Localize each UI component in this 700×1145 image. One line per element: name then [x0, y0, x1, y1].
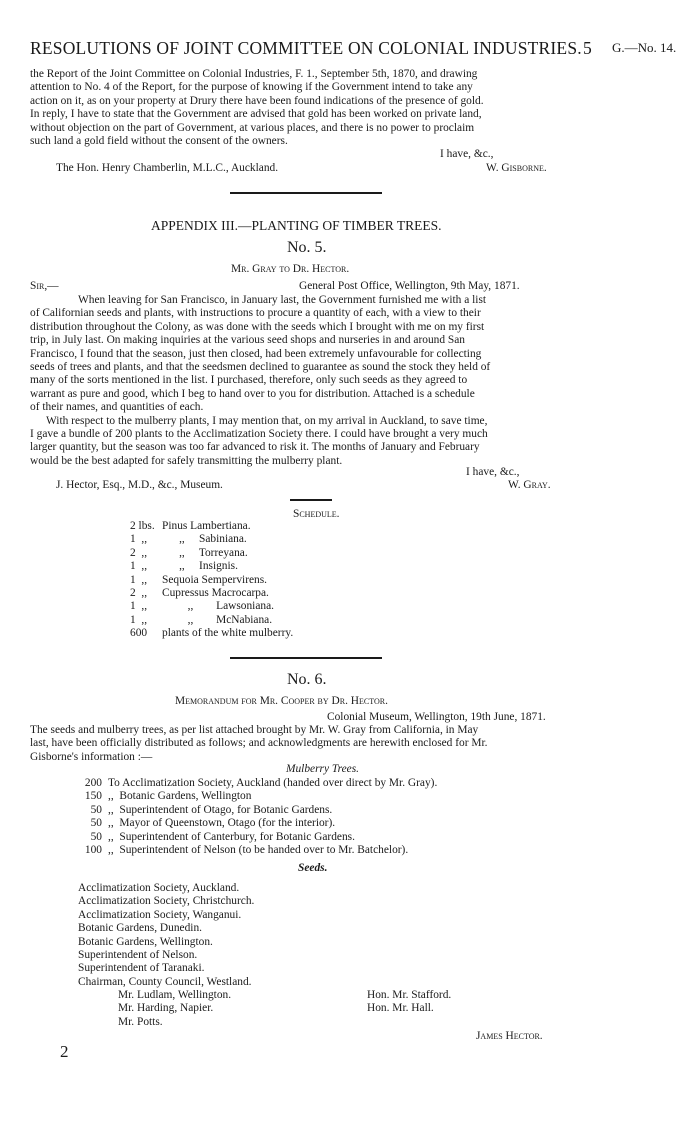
no5-line: would be the best adapted for safely transmitting the mulberry plant. [30, 454, 343, 467]
mulberry-title: Mulberry Trees. [286, 763, 359, 775]
running-header-reference: G.—No. 14. [612, 40, 677, 55]
mulberry-qty: 50 [90, 803, 102, 816]
schedule-qty: 1 ,, [130, 573, 148, 586]
no5-line: seeds of trees and plants, and that the seedsmen declined to guarantee as sound the stock they held of [30, 361, 491, 374]
mulberry-item [78, 777, 437, 790]
mulberry-list [78, 777, 437, 857]
no5-line: When leaving for San Francisco, in January last, the Government furnished me with a list [78, 294, 487, 306]
no5-number: No. 5. [287, 239, 327, 256]
no5-line: of their names, and quantities of each. [30, 401, 204, 414]
schedule-qty: 2 ,, [130, 546, 148, 559]
schedule-qty: 1 ,, [130, 613, 148, 626]
no5-place-date: General Post Office, Wellington, 9th May, 1871. [299, 280, 520, 292]
seeds-right-item: Hon. Mr. Stafford. [367, 989, 452, 1001]
schedule-qty: 600 [130, 627, 148, 640]
schedule-list [130, 520, 293, 641]
no6-number: No. 6. [287, 671, 327, 688]
seeds-right-list [367, 989, 451, 1016]
schedule-qty: 1 ,, [130, 600, 148, 613]
seeds-left-item: Mr. Potts. [118, 1015, 163, 1028]
mulberry-text: ,, Superintendent of Otago, for Botanic Gardens. [108, 803, 333, 816]
schedule-name: ,, McNabiana. [162, 613, 273, 626]
no5-heading: Mr. Gray to Dr. Hector. [231, 263, 350, 275]
seeds-title: Seeds. [298, 862, 328, 874]
schedule-qty: 1 ,, [130, 560, 148, 573]
running-header-title: RESOLUTIONS OF JOINT COMMITTEE ON COLONIAL INDUSTRIES. [30, 38, 582, 58]
appendix-title: APPENDIX III.—PLANTING OF TIMBER TREES. [151, 218, 442, 233]
letter1-signature: W. Gisborne. [486, 162, 547, 174]
mulberry-item [78, 844, 437, 857]
no6-heading: Memorandum for Mr. Cooper by Dr. Hector. [175, 695, 388, 707]
mulberry-text: ,, Botanic Gardens, Wellington [108, 790, 252, 803]
seeds-left-item: Mr. Harding, Napier. [118, 1002, 214, 1015]
schedule-item [130, 547, 293, 560]
schedule-name: Cupressus Macrocarpa. [162, 587, 269, 600]
seeds-right-item: Hon. Mr. Hall. [367, 1002, 434, 1015]
letter1-line: the Report of the Joint Committee on Colonial Industries, F. 1., September 5th, 1870, and drawing [30, 68, 478, 80]
seeds-item: Acclimatization Society, Christchurch. [78, 895, 255, 908]
schedule-item [130, 614, 293, 627]
footer-page-number: 2 [60, 1042, 69, 1061]
schedule-item [130, 574, 293, 587]
letter1-recipient: The Hon. Henry Chamberlin, M.L.C., Auckland. [56, 162, 279, 174]
schedule-item [130, 560, 293, 573]
seeds-item: Acclimatization Society, Wanganui. [78, 908, 242, 921]
no5-closing: I have, &c., [466, 466, 520, 478]
schedule-item [130, 627, 293, 640]
letter1-body [30, 68, 674, 148]
section-divider [230, 192, 382, 194]
schedule-name: ,, Lawsoniana. [162, 600, 274, 613]
schedule-name: ,, Insignis. [162, 560, 238, 573]
letter1-line: action on it, as on your property at Drury there have been found indications of the presence of gold. [30, 94, 484, 107]
mulberry-item [78, 804, 437, 817]
mulberry-text: To Acclimatization Society, Auckland (handed over direct by Mr. Gray). [108, 777, 438, 789]
seeds-list [78, 882, 254, 989]
mulberry-text: ,, Superintendent of Canterbury, for Botanic Gardens. [108, 830, 355, 843]
no5-line: warrant as pure and good, which I beg to hand over to you for distribution. Attached is a schedule [30, 387, 475, 400]
seeds-item: Botanic Gardens, Wellington. [78, 935, 213, 948]
schedule-name: ,, Sabiniana. [162, 533, 247, 546]
schedule-item [130, 587, 293, 600]
seeds-left-list [118, 989, 231, 1029]
letter1-closing: I have, &c., [440, 148, 494, 160]
seeds-item: Superintendent of Nelson. [78, 949, 198, 962]
schedule-qty: 2 lbs. [130, 520, 155, 532]
mulberry-item [78, 790, 437, 803]
schedule-name: ,, Torreyana. [162, 546, 248, 559]
mulberry-qty: 200 [84, 777, 102, 789]
no6-line: The seeds and mulberry trees, as per list attached brought by Mr. W. Gray from California, in May [30, 724, 479, 736]
seeds-item: Acclimatization Society, Auckland. [78, 882, 240, 894]
no5-line: many of the sorts mentioned in the list. I purchased, therefore, only such seeds as they agreed to [30, 374, 468, 387]
schedule-item [130, 533, 293, 546]
no6-line: last, have been officially distributed as follows; and acknowledgments are herewith enclosed for Mr. [30, 737, 488, 750]
section-divider [230, 657, 382, 659]
no5-recipient: J. Hector, Esq., M.D., &c., Museum. [56, 479, 223, 491]
schedule-name: plants of the white mulberry. [162, 627, 294, 640]
schedule-title: Schedule. [293, 508, 340, 520]
no5-line: trip, in July last. On making inquiries at the various seed shops and nurseries in and around San [30, 334, 465, 347]
letter1-line: attention to No. 4 of the Report, for the purpose of knowing if the Government intend to take any [30, 81, 473, 94]
mulberry-qty: 50 [90, 817, 102, 830]
mulberry-text: ,, Superintendent of Nelson (to be handed over to Mr. Batchelor). [108, 844, 409, 857]
seeds-left-item: Mr. Ludlam, Wellington. [118, 989, 232, 1001]
short-divider [290, 499, 332, 501]
letter1-line: In reply, I have to state that the Government are advised that gold has been worked on private land, [30, 108, 482, 121]
no6-place-date: Colonial Museum, Wellington, 19th June, 1871. [327, 711, 546, 723]
mulberry-item [78, 831, 437, 844]
no5-line: I gave a bundle of 200 plants to the Acclimatization Society there. I could have brought a very much [30, 428, 488, 441]
no5-body [30, 294, 674, 468]
running-header-page-number: 5 [583, 38, 592, 58]
mulberry-qty: 150 [84, 790, 102, 803]
mulberry-item [78, 817, 437, 830]
schedule-item [130, 600, 293, 613]
schedule-name: Pinus Lambertiana. [162, 520, 251, 532]
mulberry-qty: 100 [84, 844, 102, 857]
seeds-item: Botanic Gardens, Dunedin. [78, 922, 203, 935]
seeds-item: Chairman, County Council, Westland. [78, 975, 252, 988]
no5-line: larger quantity, but the season was too far advanced to risk it. The months of January and February [30, 441, 480, 454]
no6-signature: James Hector. [476, 1030, 543, 1042]
no5-line: Francisco, I found that the season, just then closed, had been extremely unfavourable for collecting [30, 347, 482, 360]
letter1-line: such land a gold field without the consent of the owners. [30, 135, 288, 148]
no5-line: With respect to the mulberry plants, I may mention that, on my arrival in Auckland, to save time, [46, 414, 488, 427]
letter1-line: without objection on the part of Government, at various places, and there is no power to proclaim [30, 121, 475, 134]
no5-line: distribution throughout the Colony, as was done with the seeds which I brought with me on my first [30, 320, 485, 333]
mulberry-text: ,, Mayor of Queenstown, Otago (for the interior). [108, 817, 336, 830]
schedule-item [130, 520, 293, 533]
schedule-qty: 2 ,, [130, 587, 148, 600]
no6-body [30, 724, 674, 764]
no5-salutation: Sir,— [30, 280, 59, 292]
mulberry-qty: 50 [90, 830, 102, 843]
no5-line: of Californian seeds and plants, with instructions to procure a quantity of each, with a view to their [30, 307, 481, 320]
no5-signature: W. Gray. [508, 479, 551, 491]
schedule-qty: 1 ,, [130, 533, 148, 546]
seeds-item: Superintendent of Taranaki. [78, 962, 205, 975]
schedule-name: Sequoia Sempervirens. [162, 573, 268, 586]
no6-line: Gisborne's information :— [30, 750, 153, 763]
